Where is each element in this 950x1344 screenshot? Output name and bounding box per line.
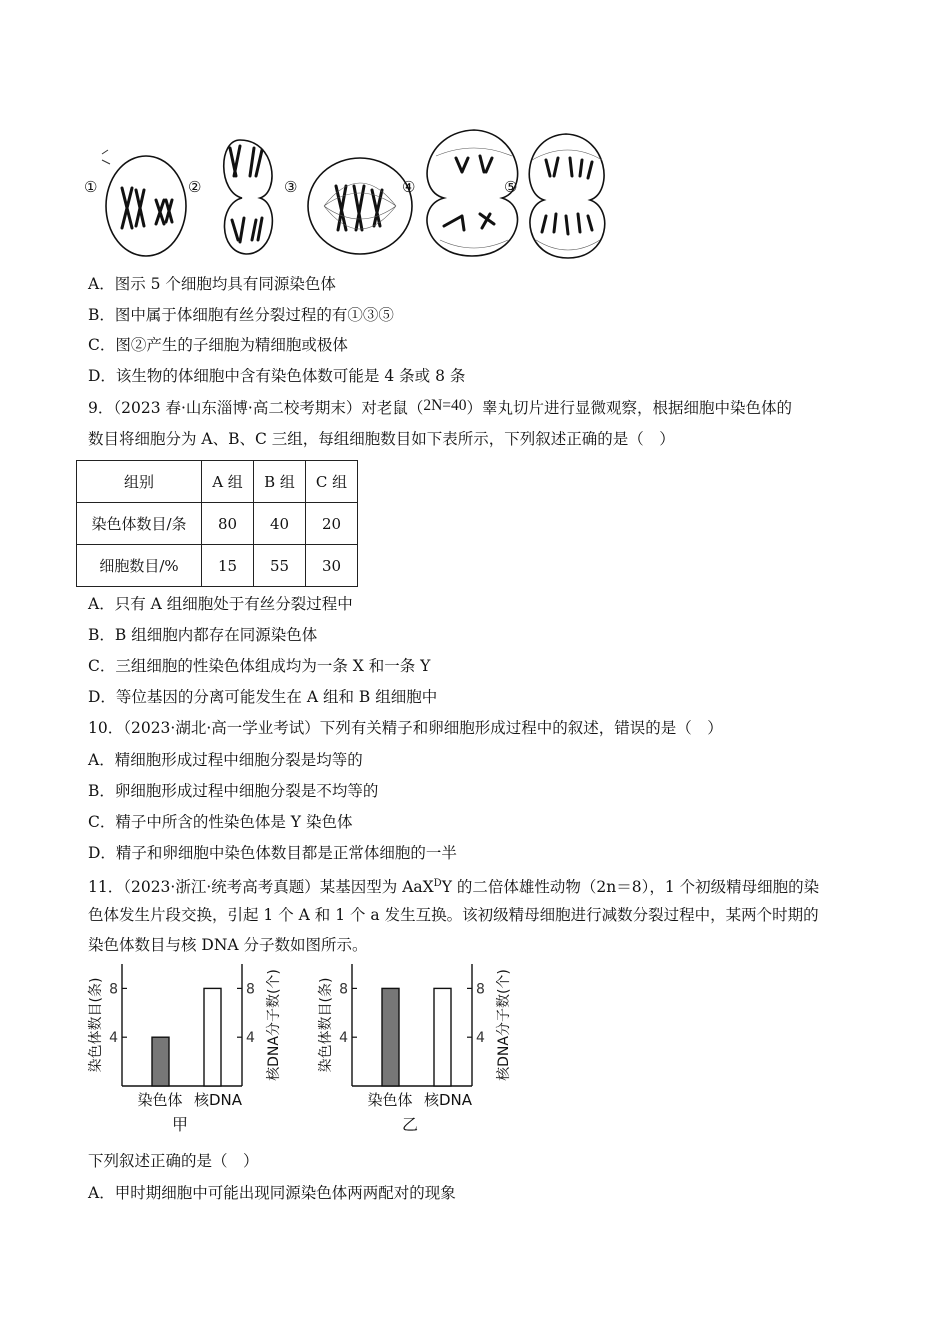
left-tick-label: 4: [339, 1030, 348, 1047]
q9-option-b: B．B 组细胞内都存在同源染色体: [88, 626, 318, 644]
q11-stem-line2: 色体发生片段交换，引起 1 个 A 和 1 个 a 发生互换。该初级精母细胞进行减数分裂过程中，某两个时期的: [88, 906, 819, 924]
chart-title: 甲: [171, 1115, 189, 1134]
table-row: [77, 503, 358, 545]
q11-stem-line3: 染色体数目与核 DNA 分子数如图所示。: [88, 936, 368, 954]
q10-stem: 10．（2023·湖北·高一学业考试）下列有关精子和卵细胞形成过程中的叙述，错误的是（ ）: [88, 719, 723, 737]
q10-option-a: A．精细胞形成过程中细胞分裂是均等的: [88, 751, 363, 769]
table-header-cell: 组别: [77, 461, 202, 503]
q9-stem-line2: 数目将细胞分为 A、B、C 三组，每组细胞数目如下表所示，下列叙述正确的是（ ）: [88, 430, 675, 448]
table-cell: 80: [202, 503, 254, 545]
q8-option-b: B．图中属于体细胞有丝分裂过程的有①③⑤: [88, 306, 394, 324]
q11-stem-line1: [88, 873, 819, 898]
right-axis-label: 核DNA分子数(个): [266, 969, 282, 1081]
q8-option-c: C．图②产生的子细胞为精细胞或极体: [88, 336, 348, 354]
bar-dna: [204, 988, 221, 1086]
q8-option-a: A．图示 5 个细胞均具有同源染色体: [88, 275, 336, 293]
q9-option-a: A．只有 A 组细胞处于有丝分裂过程中: [88, 595, 353, 613]
table-header-cell: A 组: [202, 461, 254, 503]
right-tick-label: 4: [476, 1030, 485, 1047]
q9-stem-pre: 9．（2023 春·山东淄博·高二校考期末）对老鼠（: [88, 399, 424, 417]
chart-jia-svg: [84, 960, 280, 1140]
cell-division-drawing: [84, 120, 624, 260]
category-label: 染色体: [137, 1091, 183, 1109]
q11-after-text: 下列叙述正确的是（ ）: [88, 1152, 259, 1170]
table-header-row: [77, 461, 358, 503]
table-header-cell: C 组: [306, 461, 358, 503]
right-tick-label: 8: [246, 981, 255, 998]
cell-label-1: ①: [84, 178, 98, 196]
left-tick-label: 8: [339, 981, 348, 998]
bar-chromosome: [152, 1037, 169, 1086]
q10-option-c: C．精子中所含的性染色体是 Y 染色体: [88, 813, 353, 831]
bar-chromosome: [382, 988, 399, 1086]
q9-formula: 2N=40: [423, 397, 467, 414]
chart-yi: [314, 960, 534, 1144]
q9-stem-post: ）睾丸切片进行显微观察，根据细胞中染色体的: [466, 399, 793, 417]
q11-option-a: A．甲时期细胞中可能出现同源染色体两两配对的现象: [88, 1184, 456, 1202]
q9-option-c: C．三组细胞的性染色体组成均为一条 X 和一条 Y: [88, 657, 431, 675]
cell-label-2: ②: [188, 178, 202, 196]
q8-option-d: D．该生物的体细胞中含有染色体数可能是 4 条或 8 条: [88, 367, 466, 385]
chart-yi-svg: [314, 960, 534, 1140]
q11-stem-post: Y 的二倍体雄性动物（2n＝8），1 个初级精母细胞的染: [441, 878, 820, 897]
category-label: 核DNA: [423, 1091, 473, 1109]
table-row: [77, 545, 358, 587]
chart-title: 乙: [401, 1115, 419, 1134]
category-label: 核DNA: [193, 1091, 243, 1109]
q11-stem-pre: 11．（2023·浙江·统考高考真题）某基因型为 AaX: [88, 878, 434, 897]
table-cell: 15: [202, 545, 254, 587]
q9-table: [76, 460, 358, 587]
category-label: 染色体: [367, 1091, 413, 1109]
chart-jia: [84, 960, 280, 1144]
q10-option-b: B．卵细胞形成过程中细胞分裂是不均等的: [88, 782, 379, 800]
table-cell: 55: [254, 545, 306, 587]
cell-division-figure: [84, 120, 624, 260]
table-cell: 40: [254, 503, 306, 545]
table-header-cell: B 组: [254, 461, 306, 503]
left-axis-label: 染色体数目(条): [88, 977, 104, 1073]
table-cell: 30: [306, 545, 358, 587]
bar-dna: [434, 988, 451, 1086]
q9-stem-line1: [88, 397, 792, 420]
table-cell: 染色体数目/条: [77, 503, 202, 545]
q9-option-d: D．等位基因的分离可能发生在 A 组和 B 组细胞中: [88, 688, 438, 706]
right-tick-label: 8: [476, 981, 485, 998]
q11-superscript: D: [433, 878, 442, 889]
table-cell: 细胞数目/%: [77, 545, 202, 587]
cell-label-3: ③: [284, 178, 298, 196]
right-axis-label: 核DNA分子数(个): [496, 969, 512, 1081]
left-axis-label: 染色体数目(条): [318, 977, 334, 1073]
left-tick-label: 4: [109, 1030, 118, 1047]
table-cell: 20: [306, 503, 358, 545]
q10-option-d: D．精子和卵细胞中染色体数目都是正常体细胞的一半: [88, 844, 457, 862]
left-tick-label: 8: [109, 981, 118, 998]
cell-label-5: ⑤: [504, 178, 518, 196]
right-tick-label: 4: [246, 1030, 255, 1047]
cell-label-4: ④: [402, 178, 416, 196]
